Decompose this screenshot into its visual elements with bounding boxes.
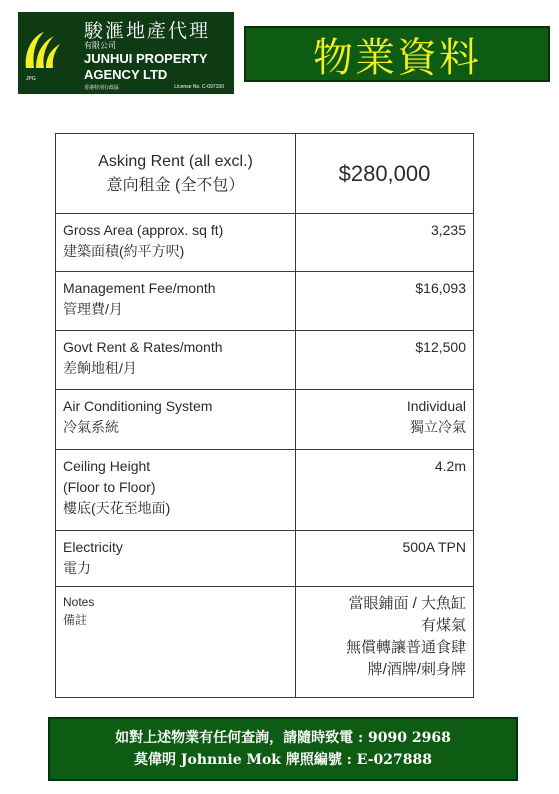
air-conditioning-label-cn: 冷氣系統 — [63, 419, 119, 435]
notes-label — [56, 587, 296, 698]
air-conditioning-label — [56, 390, 296, 450]
govt-rent-rates-value-text: $12,500 — [415, 339, 466, 355]
air-conditioning-value — [296, 390, 474, 450]
govt-rent-rates-label-en: Govt Rent & Rates/month — [63, 339, 223, 355]
notes-label-en: Notes — [63, 595, 95, 609]
management-fee-value-text: $16,093 — [415, 280, 466, 296]
logo-mark-icon — [22, 28, 62, 74]
gross-area-label-en: Gross Area (approx. sq ft) — [63, 222, 224, 238]
electricity-value-text: 500A TPN — [402, 539, 466, 555]
table-row-electricity — [56, 531, 474, 587]
asking-rent-label-cn: 意向租金 (全不包） — [106, 176, 245, 194]
govt-rent-rates-label-cn: 差餉地租/月 — [63, 360, 137, 376]
notes-value-line2: 有煤氣 — [420, 617, 466, 634]
govt-rent-rates-value — [296, 331, 474, 390]
table-row-govt-rent-rates — [56, 331, 474, 390]
air-conditioning-label-en: Air Conditioning System — [63, 398, 213, 414]
asking-rent-value — [296, 134, 474, 214]
notes-value-line4: 牌/酒牌/刺身牌 — [367, 661, 466, 678]
air-conditioning-value-en: Individual — [406, 398, 466, 414]
ceiling-height-label-line1: Ceiling Height — [63, 458, 151, 474]
ceiling-height-label — [56, 450, 296, 531]
electricity-label-en: Electricity — [63, 539, 123, 555]
contact-banner — [48, 717, 518, 781]
govt-rent-rates-label — [56, 331, 296, 390]
company-suffix-cn: 有限公司 — [84, 41, 116, 50]
electricity-value — [296, 531, 474, 587]
asking-rent-value-text: $280,000 — [338, 161, 431, 186]
table-row-air-conditioning — [56, 390, 474, 450]
company-region-text: 香港特別行政區 — [84, 85, 120, 91]
company-license: License No. C-097150 — [174, 84, 224, 90]
company-name-cn: 駿滙地產代理 — [84, 20, 211, 42]
company-logo — [18, 12, 234, 94]
ceiling-height-label-line2: (Floor to Floor) — [63, 479, 156, 495]
electricity-label — [56, 531, 296, 587]
table-row-ceiling-height — [56, 450, 474, 531]
table-row-asking-rent — [56, 134, 474, 214]
page-title-banner — [244, 26, 550, 82]
ceiling-height-value-text: 4.2m — [434, 458, 466, 474]
property-info-table — [55, 133, 474, 698]
table-row-management-fee — [56, 272, 474, 331]
ceiling-height-value — [296, 450, 474, 531]
contact-phone-line: 如對上述物業有任何查詢，請隨時致電 : 9090 2968 — [115, 730, 451, 746]
management-fee-label-en: Management Fee/month — [63, 280, 216, 296]
asking-rent-label — [56, 134, 296, 214]
notes-value-line1: 當眼鋪面 / 大魚缸 — [348, 595, 466, 612]
logo-mark-text: JPG — [26, 76, 36, 82]
gross-area-value-text: 3,235 — [430, 222, 466, 238]
management-fee-label — [56, 272, 296, 331]
management-fee-label-cn: 管理費/月 — [63, 301, 123, 317]
gross-area-value — [296, 214, 474, 272]
notes-value — [296, 587, 474, 698]
notes-value-line3: 無償轉讓普通食肆 — [345, 639, 466, 656]
company-name-en-line1: JUNHUI PROPERTY — [84, 51, 208, 66]
contact-agent-line: 莫偉明 Johnnie Mok 牌照編號 : E-027888 — [134, 752, 432, 768]
notes-label-cn: 備註 — [63, 613, 88, 627]
page-title: 物業資料 — [313, 34, 481, 81]
table-row-gross-area — [56, 214, 474, 272]
asking-rent-label-en: Asking Rent (all excl.) — [98, 152, 253, 170]
gross-area-label-cn: 建築面積(約平方呎) — [63, 243, 185, 259]
company-name-en-line2: AGENCY LTD — [84, 67, 168, 82]
electricity-label-cn: 電力 — [63, 560, 91, 576]
air-conditioning-value-cn: 獨立冷氣 — [410, 419, 466, 435]
management-fee-value — [296, 272, 474, 331]
table-row-notes — [56, 587, 474, 698]
ceiling-height-label-line3: 樓底(天花至地面) — [63, 500, 171, 516]
gross-area-label — [56, 214, 296, 272]
